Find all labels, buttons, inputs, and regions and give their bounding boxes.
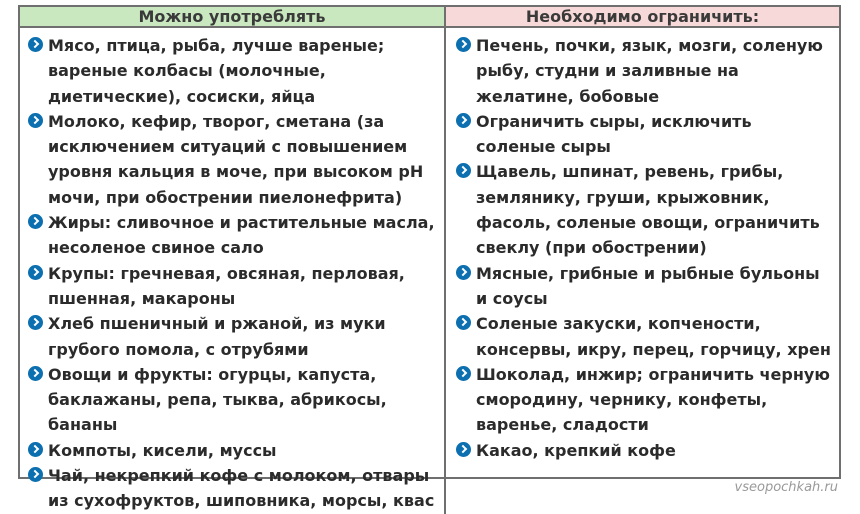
chevron-bullet-icon bbox=[456, 37, 471, 52]
restricted-item-text: Шоколад, инжир; ограничить черную смородину, чернику, конфеты, варенье, сладости bbox=[476, 364, 830, 435]
chevron-bullet-icon bbox=[28, 37, 43, 52]
restricted-item bbox=[456, 438, 835, 463]
restricted-item bbox=[456, 261, 835, 312]
allowed-item-text: Жиры: сливочное и растительные масла, несоленое свиное сало bbox=[48, 213, 435, 258]
restricted-item-text: Какао, крепкий кофе bbox=[476, 440, 676, 460]
restricted-item bbox=[456, 109, 835, 160]
chevron-bullet-icon bbox=[28, 366, 43, 381]
table-header bbox=[20, 7, 839, 28]
allowed-header-label: Можно употреблять bbox=[138, 7, 326, 26]
chevron-bullet-icon bbox=[456, 113, 471, 128]
chevron-bullet-icon bbox=[456, 442, 471, 457]
chevron-bullet-icon bbox=[28, 265, 43, 280]
allowed-header bbox=[20, 7, 446, 26]
restricted-item bbox=[456, 33, 835, 109]
restricted-item-text: Ограничить сыры, исключить соленые сыры bbox=[476, 111, 752, 157]
restricted-item bbox=[456, 311, 835, 362]
allowed-item bbox=[28, 33, 440, 109]
chevron-bullet-icon bbox=[28, 467, 43, 482]
chevron-bullet-icon bbox=[456, 163, 471, 178]
restricted-item-text: Щавель, шпинат, ревень, грибы, землянику, груши, крыжовник, фасоль, соленые овощи, ограничить свеклу (при обострении) bbox=[476, 162, 820, 258]
chevron-bullet-icon bbox=[28, 315, 43, 330]
restricted-item-text: Печень, почки, язык, мозги, соленую рыбу, студни и заливные на желатине, бобовые bbox=[476, 36, 823, 106]
allowed-item bbox=[28, 109, 440, 210]
allowed-item-text: Чай, некрепкий кофе с молоком, отвары из сухофруктов, шиповника, морсы, квас bbox=[48, 466, 435, 511]
chevron-bullet-icon bbox=[456, 366, 471, 381]
allowed-column bbox=[20, 28, 446, 514]
chevron-bullet-icon bbox=[28, 214, 43, 229]
chevron-bullet-icon bbox=[456, 265, 471, 280]
chevron-bullet-icon bbox=[28, 442, 43, 457]
restricted-item bbox=[456, 362, 835, 438]
allowed-item bbox=[28, 438, 440, 463]
allowed-item-text: Овощи и фрукты: огурцы, капуста, баклажаны, репа, тыква, абрикосы, бананы bbox=[48, 364, 387, 435]
chevron-bullet-icon bbox=[28, 113, 43, 128]
allowed-item bbox=[28, 362, 440, 438]
allowed-item bbox=[28, 463, 440, 514]
allowed-item-text: Компоты, кисели, муссы bbox=[48, 440, 277, 460]
chevron-bullet-icon bbox=[456, 315, 471, 330]
restricted-item-text: Мясные, грибные и рыбные бульоны и соусы bbox=[476, 263, 820, 308]
restricted-header-label: Необходимо ограничить: bbox=[525, 7, 760, 26]
watermark: vseopochkah.ru bbox=[734, 480, 838, 495]
allowed-item bbox=[28, 311, 440, 362]
table-body bbox=[20, 28, 839, 514]
restricted-header bbox=[446, 7, 839, 26]
allowed-item-text: Молоко, кефир, творог, сметана (за исключением ситуаций с повышением уровня кальция в моче, при высоком pH мочи, при обострении пиелонефрита) bbox=[48, 111, 424, 207]
restricted-item bbox=[456, 159, 835, 260]
allowed-item-text: Хлеб пшеничный и ржаной, из муки грубого помола, с отрубями bbox=[48, 314, 386, 359]
allowed-item-text: Крупы: гречневая, овсяная, перловая, пшенная, макароны bbox=[48, 263, 405, 308]
restricted-column bbox=[446, 28, 839, 514]
restricted-item-text: Соленые закуски, копчености, консервы, икру, перец, горчицу, хрен bbox=[476, 314, 831, 359]
allowed-item-text: Мясо, птица, рыба, лучше вареные; вареные колбасы (молочные, диетические), сосиски, яйца bbox=[48, 36, 385, 106]
allowed-item bbox=[28, 261, 440, 312]
allowed-item bbox=[28, 210, 440, 261]
